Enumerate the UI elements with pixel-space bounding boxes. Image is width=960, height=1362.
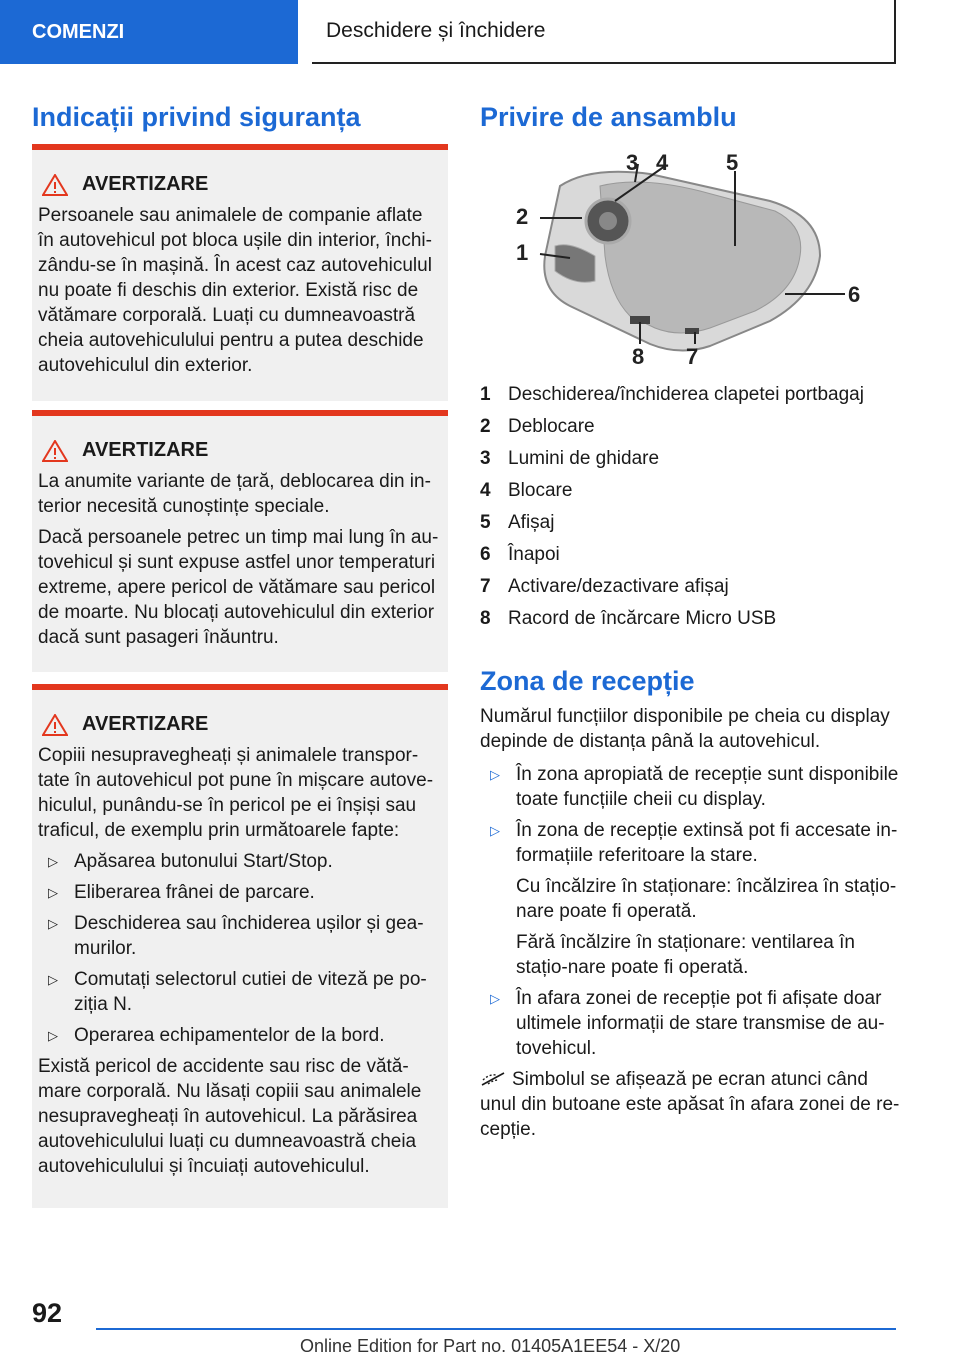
reception-heading: Zona de recepție [480, 666, 695, 696]
list-item: 7 Activare/dezactivare afișaj [480, 575, 729, 597]
reception-intro: Numărul funcțiilor disponibile pe cheia cu display depinde de distanța până la autovehicul. [480, 706, 890, 752]
callout-1: 1 [516, 240, 529, 265]
parts-list [480, 378, 900, 634]
page-number: 92 [32, 1298, 63, 1328]
callout-4: 4 [656, 150, 669, 175]
warning-icon [42, 174, 68, 196]
warning-title: AVERTIZARE [82, 713, 209, 735]
bullet-icon: ▷ [48, 854, 58, 869]
callout-7: 7 [686, 344, 699, 369]
callout-5: 5 [726, 150, 739, 175]
warning-title: AVERTIZARE [82, 439, 209, 461]
footer-divider [96, 1328, 896, 1330]
warning-text: Dacă persoanele petrec un timp mai lung în au-tovehicul și sunt expuse astfel unor temperaturi extreme, apere pericol de vătămare sau pericol de moarte. Nu blocați autovehiculul din exterior dacă sunt pasageri înăuntru. [38, 527, 439, 648]
warning-text: Copiii nesupravegheați și animalele transpor-tate în autovehicul pot pune în mișcare autove-hiculul, punându-se în pericol pe ei înșiși sau traficul, de exemplu prin următoarele fapte: [38, 745, 434, 841]
list-item: 4 Blocare [480, 479, 573, 501]
list-item: ▷ În zona apropiată de recepție sunt disponibile toate funcțiile cheii cu display. [490, 764, 899, 810]
warning-text: La anumite variante de țară, deblocarea din in-terior necesită cunoștințe speciale. [38, 471, 431, 517]
bullet-icon: ▷ [48, 916, 58, 931]
list-item: ▷ În afara zonei de recepție pot fi afișate doar ultimele informații de stare transmise de au-tovehicul. [490, 988, 885, 1059]
callout-8: 8 [632, 344, 645, 369]
list-item: ▷ Operarea echipamentelor de la bord. [48, 1025, 385, 1046]
bullet-icon: ▷ [48, 885, 58, 900]
section-tab [0, 0, 298, 64]
safety-heading: Indicații privind siguranța [32, 102, 361, 132]
list-item: 8 Racord de încărcare Micro USB [480, 607, 777, 629]
list-item: 2 Deblocare [480, 415, 595, 437]
section-label: COMENZI [32, 20, 125, 43]
callout-6: 6 [848, 282, 861, 307]
callout-3: 3 [626, 150, 639, 175]
bullet-icon: ▷ [490, 823, 500, 838]
warning-text: Persoanele sau animalele de companie aflate în autovehicul pot bloca ușile din interior, închi-zându-se în mașină. În acest caz autovehiculul nu poate fi deschis din exterior. Există risc de vătămare corporală. Luați cu dumneavoastră cheia autovehiculului pentru a putea deschide autovehiculul din exterior. [38, 205, 432, 376]
signal-out-of-range-icon [480, 1071, 506, 1087]
list-item: ▷ Eliberarea frânei de parcare. [48, 882, 315, 903]
bullet-icon: ▷ [48, 1028, 58, 1043]
list-item: 3 Lumini de ghidare [480, 447, 660, 469]
list-item: ▷ Apăsarea butonului Start/Stop. [48, 851, 333, 872]
bullet-icon: ▷ [48, 972, 58, 987]
sub-text: Fără încălzire în staționare: ventilarea în stațio-nare poate fi operată. [516, 932, 856, 978]
display-key-illustration [500, 146, 880, 374]
chapter-label: Deschidere și închidere [326, 19, 546, 42]
list-item: ▷ În zona de recepție extinsă pot fi accesate in-formațiile referitoare la stare. Cu încălzire în staționare: încălzirea în stațio-nare poate fi operată. Fără încălzire în staționare: ventilarea în stațio-nare poate fi operată. [480, 818, 900, 980]
bullet-icon: ▷ [490, 991, 500, 1006]
warning-icon [42, 440, 68, 462]
sub-text: Cu încălzire în staționare: încălzirea în stațio-nare poate fi operată. [516, 876, 897, 922]
warning-icon [42, 714, 68, 736]
reception-section [480, 704, 900, 1142]
footer-edition: Online Edition for Part no. 01405A1EE54 - X/20 [300, 1336, 681, 1356]
list-item: 6 Înapoi [480, 543, 560, 565]
list-item: 5 Afișaj [480, 511, 555, 533]
bullet-icon: ▷ [490, 767, 500, 782]
warning-box-2 [32, 410, 448, 672]
list-item: ▷ Comutați selectorul cutiei de viteză pe po-ziția N. [48, 969, 427, 1015]
chapter-header [312, 0, 896, 64]
warning-text: Există pericol de accidente sau risc de vătă-mare corporală. Nu lăsați copiii sau animalele nesupravegheați în autovehicul. La părăsirea autovehiculului luați cu dumneavoastră cheia autovehiculului și încuiați autovehiculul. [38, 1056, 422, 1177]
warning-title: AVERTIZARE [82, 173, 209, 195]
overview-heading: Privire de ansamblu [480, 102, 737, 132]
callout-2: 2 [516, 204, 529, 229]
list-item: 1 Deschiderea/închiderea clapetei portbagaj [480, 383, 864, 405]
symbol-note: Simbolul se afișează pe ecran atunci când unul din butoane este apăsat în afara zonei de re-cepție. [480, 1069, 900, 1140]
warning-box-1 [32, 144, 448, 401]
warning-box-3 [32, 684, 448, 1208]
list-item: ▷ Deschiderea sau închiderea ușilor și gea-murilor. [48, 913, 424, 959]
